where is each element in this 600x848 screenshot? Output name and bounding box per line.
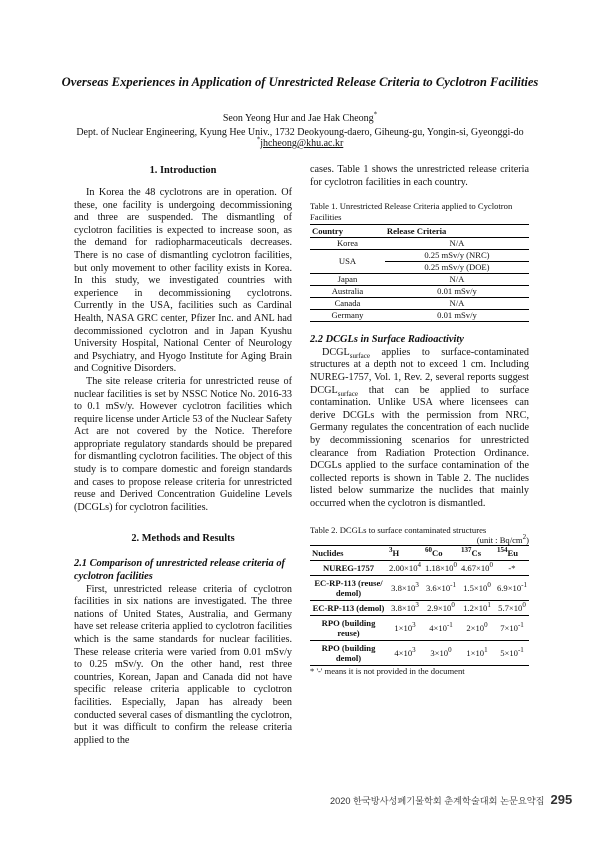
table-row <box>310 274 529 286</box>
intro-paragraph-1: In Korea the 48 cyclotrons are in operation. Of these, one facility is undergoing decommissioning and three are suspended. The dismantling of cyclotron facilities is expected to increase soon, as the demand for radiopharmaceuticals decreases. There is no case of dismantling cyclotron facilities, but only movement to other facility exists in Korea. In this study, we investigated countries with experience in decommissioning cyclotrons. Currently in the USA, facilities such as Cardinal Health, NASA GRC center, Pfizer Inc. and ANL had decommissioned cyclotron and in Japan Kyushu University Hospital, National Center of Neurology and Psychiatry, and Hyogo Institute for Aging Brain and Cognitive Disorders. <box>74 187 292 375</box>
header-sup: 60 <box>425 546 432 555</box>
table2-value-cell <box>495 561 529 576</box>
table1-cell: Japan <box>310 274 385 286</box>
methods-paragraph-1: First, unrestricted release criteria of cyclotron facilities in six nations are investigated. The three nations of United States, Australia, and Germany have set release criteria applied to cyclotron facilities which is the same standards for nuclear facilities. These release criteria were varied from 0.01 mSv/y to 0.25 mSv/y. On the other hand, rest three countries, Korean, Japan and Canada did not have specific release criteria applicable to cyclotron facilities. Especially, Japan has already been conducted several cases of dismantling the cyclotron, but it was difficult to confirm the release criteria applied to the <box>74 583 292 746</box>
table1-cell: N/A <box>385 238 529 250</box>
value-mantissa: 1×10 <box>466 648 485 658</box>
email-address[interactable]: jhcheong@khu.ac.kr <box>260 138 344 149</box>
value-exponent: 4 <box>417 561 421 570</box>
table1 <box>310 224 529 322</box>
table-row <box>310 641 529 666</box>
table2-value-cell <box>459 641 495 666</box>
header-text: Nuclides <box>312 548 344 558</box>
table-row <box>310 561 529 576</box>
page-number: 295 <box>550 792 573 807</box>
value-mantissa: 4.67×10 <box>460 563 490 573</box>
table2-value-cell <box>495 601 529 616</box>
value-mantissa: 3.8×10 <box>391 583 416 593</box>
table1-cell: Australia <box>310 286 385 298</box>
value-exponent: 3 <box>412 621 416 630</box>
value-exponent: 3 <box>415 581 419 590</box>
table2-value-cell <box>423 561 459 576</box>
table1-cell: 0.01 mSv/y <box>385 286 529 298</box>
table1-cell: USA <box>310 250 385 274</box>
table-row <box>310 286 529 298</box>
table-row <box>310 298 529 310</box>
value-exponent: 0 <box>522 601 526 610</box>
table2-value-cell <box>459 576 495 601</box>
table2-value-cell <box>459 601 495 616</box>
value-mantissa: 3.6×10 <box>425 583 451 593</box>
value-exponent: 0 <box>487 581 491 590</box>
header-sup: 154 <box>496 546 508 555</box>
value-mantissa: 6.9×10 <box>496 583 522 593</box>
value-mantissa: 1.18×10 <box>425 563 454 573</box>
table2-value-cell <box>387 561 423 576</box>
value-exponent: -1 <box>521 581 527 590</box>
table2-value-cell <box>423 641 459 666</box>
value-mantissa: 5×10 <box>500 648 518 658</box>
table1-cell: N/A <box>385 298 529 310</box>
table2-value-cell <box>423 601 459 616</box>
value-exponent: -1 <box>517 646 524 655</box>
table2-value-cell <box>387 601 423 616</box>
value-mantissa: 2.9×10 <box>427 603 452 613</box>
page-footer <box>330 792 573 807</box>
table2-value-cell <box>387 576 423 601</box>
table2-header-row <box>310 546 529 561</box>
value-mantissa: -* <box>508 563 516 573</box>
subsection-2-2-heading: 2.2 DCGLs in Surface Radioactivity <box>310 334 464 346</box>
value-exponent: 1 <box>487 601 491 610</box>
unit-text: (unit : Bq/cm <box>476 535 523 545</box>
intro-heading: 1. Introduction <box>149 165 217 176</box>
table-row <box>310 576 529 601</box>
value-exponent: 0 <box>451 601 455 610</box>
value-exponent: 0 <box>484 621 488 630</box>
left-column <box>74 164 292 747</box>
table2-value-cell <box>387 616 423 641</box>
value-exponent: -1 <box>446 621 453 630</box>
value-mantissa: 7×10 <box>500 623 518 633</box>
value-exponent: 0 <box>448 646 452 655</box>
table2-value-cell <box>387 641 423 666</box>
value-mantissa: 4×10 <box>429 623 447 633</box>
methods-paragraph-1-cont: cases. Table 1 shows the unrestricted release criteria for cyclotron facilities in each country. <box>310 164 529 188</box>
table2-value-cell <box>495 641 529 666</box>
right-column <box>310 164 529 676</box>
table-row <box>310 601 529 616</box>
table2 <box>310 545 529 666</box>
table1-header-row <box>310 225 529 238</box>
table1-header-country: Country <box>310 225 385 238</box>
header-sup: 137 <box>460 546 472 555</box>
table2-unit <box>310 535 529 545</box>
intro-paragraph-2: The site release criteria for unrestricted reuse of nuclear facilities is set by NSSC Notice No. 2016-33 to 0.1 mSv/y. However cyclotron facilities which require license under Article 53 of the Nuclear Safety Act are not covered by the Notice. Therefore appropriate regulatory standards should be prepared for dismantling cyclotron facilities. The object of this study is to compare domestic and foreign standards and cases to propose release criteria for unrestricted reuse and Derived Concentration Guideline Levels (DCGLs) for cyclotron facilities. <box>74 375 292 513</box>
table-row <box>310 616 529 641</box>
dcgl-subscript: surface <box>349 351 370 360</box>
authors <box>60 112 540 125</box>
table2-nuclide-source: EC-RP-113 (demol) <box>310 601 387 616</box>
unit-sup: 2 <box>522 533 527 542</box>
email-line <box>60 137 540 150</box>
header-text: H <box>392 548 400 558</box>
table2-nuclide-source: EC-RP-113 (reuse/ demol) <box>310 576 387 601</box>
table-row <box>310 250 529 262</box>
value-mantissa: 4×10 <box>394 648 413 658</box>
dcgl-subscript: surface <box>337 389 358 398</box>
value-mantissa: 5.7×10 <box>498 603 523 613</box>
table1-cell: 0.25 mSv/y (DOE) <box>385 262 529 274</box>
dcgl-text: DCGL <box>322 346 350 358</box>
table2-caption: Table 2. DCGLs to surface contaminated structures <box>310 524 487 535</box>
value-mantissa: 3×10 <box>430 648 449 658</box>
table2-note: * '-' means it is not provided in the document <box>310 666 465 676</box>
table2-header-cell <box>423 546 459 561</box>
footer-text: 2020 한국방사성폐기물학회 춘계학술대회 논문요약집 <box>330 796 545 806</box>
value-exponent: 0 <box>453 561 457 570</box>
value-exponent: -1 <box>450 581 456 590</box>
value-mantissa: 2×10 <box>466 623 485 633</box>
table1-cell: Korea <box>310 238 385 250</box>
table1-caption: Table 1. Unrestricted Release Criteria applied to Cyclotron Facilities <box>310 201 513 222</box>
dcgl-paragraph <box>310 347 529 511</box>
dcgl-text: that can be applied to surface contamination. Unlike USA where licensees can derive DCGLs with the permission from NRC, Germany regulates the concentration of each nuclide by decommissioning scenarios for unrestricted clearance from Radiation Protection Ordinance. DCGLs applied to the surface contamination of the collected reports is shown in Table 2. The nuclides listed below summarize the nuclides that mainly occurred when the cyclotron is dismantled. <box>310 384 529 509</box>
table2-value-cell <box>423 576 459 601</box>
table-row <box>310 310 529 322</box>
email-mark: * <box>256 135 261 144</box>
table2-header-cell <box>495 546 529 561</box>
table2-value-cell <box>495 576 529 601</box>
value-mantissa: 3.8×10 <box>391 603 416 613</box>
dcgl-text: applies to surface-contaminated structures at a depth not to exceed 1 cm. Including NUREG-1757, Vol. 1, Rev. 2, several reports suggest DCGL <box>310 346 529 396</box>
value-exponent: 1 <box>484 646 488 655</box>
header-text: Co <box>432 548 443 558</box>
table2-nuclide-source: RPO (building reuse) <box>310 616 387 641</box>
value-mantissa: 1.5×10 <box>463 583 488 593</box>
unit-close: ) <box>526 535 529 545</box>
value-mantissa: 1.2×10 <box>463 603 488 613</box>
table2-nuclide-source: RPO (building demol) <box>310 641 387 666</box>
table2-header-cell <box>387 546 423 561</box>
table1-header-criteria: Release Criteria <box>385 225 529 238</box>
table2-value-cell <box>423 616 459 641</box>
value-exponent: 0 <box>489 561 493 570</box>
table1-cell: N/A <box>385 274 529 286</box>
table2-header-cell <box>310 546 387 561</box>
value-exponent: 3 <box>412 646 416 655</box>
methods-heading: 2. Methods and Results <box>131 533 235 545</box>
paper-title: Overseas Experiences in Application of Unrestricted Release Criteria to Cyclotron Facilities <box>61 75 539 89</box>
table2-header-cell <box>459 546 495 561</box>
value-mantissa: 1×10 <box>394 623 413 633</box>
table1-cell: 0.25 mSv/y (NRC) <box>385 250 529 262</box>
table2-value-cell <box>459 561 495 576</box>
value-exponent: 3 <box>415 601 419 610</box>
header-sup: 3 <box>389 546 393 555</box>
corresponding-mark: * <box>373 110 378 119</box>
value-mantissa: 2.00×10 <box>389 563 418 573</box>
header-text: Eu <box>507 548 518 558</box>
table1-cell: 0.01 mSv/y <box>385 310 529 322</box>
header-text: Cs <box>471 548 482 558</box>
table2-value-cell <box>459 616 495 641</box>
author-names: Seon Yeong Hur and Jae Hak Cheong <box>222 113 374 124</box>
affiliation: Dept. of Nuclear Engineering, Kyung Hee Univ., 1732 Deokyoung-daero, Giheung-gu, Yongin-si, Gyeonggi-do <box>76 127 524 138</box>
table1-cell: Germany <box>310 310 385 322</box>
table1-cell: Canada <box>310 298 385 310</box>
subsection-2-1-heading: 2.1 Comparison of unrestricted release criteria of cyclotron facilities <box>74 558 285 583</box>
table2-value-cell <box>495 616 529 641</box>
table2-nuclide-source: NUREG-1757 <box>310 561 387 576</box>
table-row <box>310 238 529 250</box>
value-exponent: -1 <box>517 621 524 630</box>
